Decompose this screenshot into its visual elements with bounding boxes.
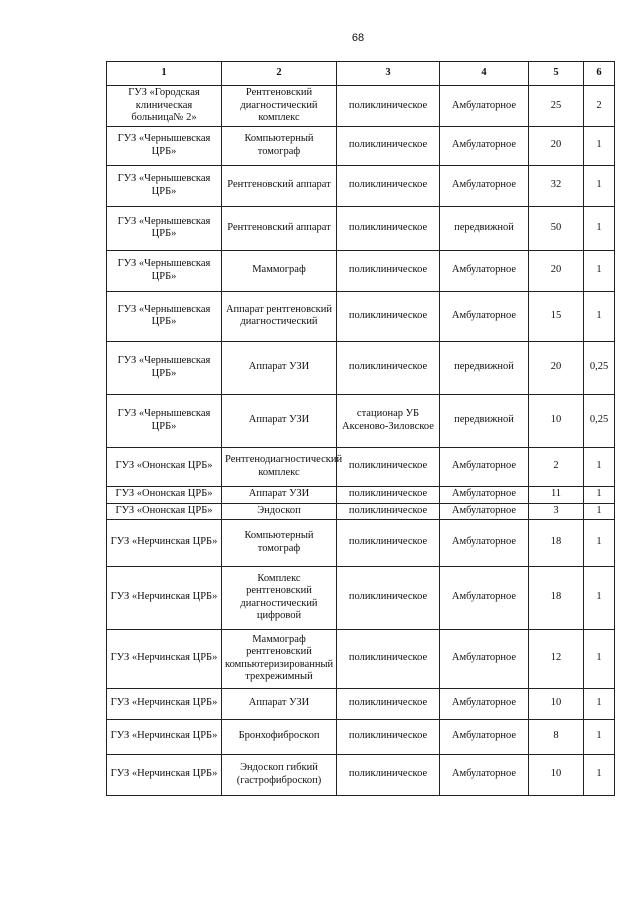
equipment-cell: Аппарат УЗИ: [222, 486, 337, 503]
equipment-cell: Бронхофиброскоп: [222, 719, 337, 754]
load-cell: 8: [529, 719, 584, 754]
type-cell: Амбулаторное: [440, 503, 529, 519]
institution-cell: ГУЗ «Чернышевская ЦРБ»: [107, 291, 222, 341]
institution-cell: ГУЗ «Нерчинская ЦРБ»: [107, 754, 222, 795]
type-cell: Амбулаторное: [440, 291, 529, 341]
count-cell: 1: [584, 503, 615, 519]
table-row: [107, 719, 615, 754]
institution-cell: ГУЗ «Нерчинская ЦРБ»: [107, 719, 222, 754]
load-cell: 18: [529, 519, 584, 566]
count-cell: 1: [584, 519, 615, 566]
institution-cell: ГУЗ «Чернышевская ЦРБ»: [107, 165, 222, 206]
type-cell: Амбулаторное: [440, 126, 529, 165]
table-row: [107, 486, 615, 503]
table-row: [107, 629, 615, 688]
equipment-cell: Рентгенодиагностический комплекс: [222, 447, 337, 486]
institution-cell: ГУЗ «Чернышевская ЦРБ»: [107, 126, 222, 165]
equipment-cell: Компьютерный томограф: [222, 126, 337, 165]
institution-cell: ГУЗ «Нерчинская ЦРБ»: [107, 688, 222, 719]
unit-cell: поликлиническое: [337, 719, 440, 754]
equipment-cell: Рентгеновский диагностический комплекс: [222, 86, 337, 127]
type-cell: Амбулаторное: [440, 519, 529, 566]
load-cell: 10: [529, 754, 584, 795]
load-cell: 50: [529, 206, 584, 250]
table-body: [107, 86, 615, 796]
count-cell: 1: [584, 754, 615, 795]
table-row: [107, 688, 615, 719]
count-cell: 2: [584, 86, 615, 127]
institution-cell: ГУЗ «Чернышевская ЦРБ»: [107, 250, 222, 291]
load-cell: 20: [529, 126, 584, 165]
equipment-cell: Маммограф: [222, 250, 337, 291]
load-cell: 20: [529, 341, 584, 394]
type-cell: Амбулаторное: [440, 86, 529, 127]
equipment-cell: Маммограф рентгеновский компьютеризированный трехрежимный: [222, 629, 337, 688]
unit-cell: поликлиническое: [337, 126, 440, 165]
unit-cell: поликлиническое: [337, 688, 440, 719]
count-cell: 1: [584, 486, 615, 503]
table-row: [107, 447, 615, 486]
unit-cell: поликлиническое: [337, 206, 440, 250]
type-cell: Амбулаторное: [440, 250, 529, 291]
equipment-cell: Рентгеновский аппарат: [222, 206, 337, 250]
table-row: [107, 126, 615, 165]
table-row: [107, 341, 615, 394]
type-cell: передвижной: [440, 206, 529, 250]
equipment-cell: Комплекс рентгеновский диагностический цифровой: [222, 566, 337, 629]
type-cell: Амбулаторное: [440, 447, 529, 486]
equipment-cell: Аппарат УЗИ: [222, 394, 337, 447]
type-cell: Амбулаторное: [440, 486, 529, 503]
table-row: [107, 165, 615, 206]
unit-cell: поликлиническое: [337, 486, 440, 503]
column-header-1: 1: [107, 62, 222, 86]
unit-cell: поликлиническое: [337, 291, 440, 341]
unit-cell: поликлиническое: [337, 629, 440, 688]
table-row: [107, 291, 615, 341]
load-cell: 2: [529, 447, 584, 486]
unit-cell: поликлиническое: [337, 519, 440, 566]
count-cell: 1: [584, 250, 615, 291]
equipment-table: [106, 61, 615, 796]
load-cell: 32: [529, 165, 584, 206]
table-row: [107, 754, 615, 795]
type-cell: Амбулаторное: [440, 566, 529, 629]
count-cell: 1: [584, 447, 615, 486]
load-cell: 11: [529, 486, 584, 503]
unit-cell: поликлиническое: [337, 86, 440, 127]
type-cell: Амбулаторное: [440, 688, 529, 719]
count-cell: 1: [584, 206, 615, 250]
equipment-cell: Рентгеновский аппарат: [222, 165, 337, 206]
table-row: [107, 206, 615, 250]
institution-cell: ГУЗ «Ононская ЦРБ»: [107, 503, 222, 519]
count-cell: 1: [584, 629, 615, 688]
column-header-3: 3: [337, 62, 440, 86]
load-cell: 3: [529, 503, 584, 519]
equipment-cell: Аппарат УЗИ: [222, 688, 337, 719]
load-cell: 10: [529, 394, 584, 447]
table-row: [107, 503, 615, 519]
load-cell: 10: [529, 688, 584, 719]
table-row: [107, 394, 615, 447]
institution-cell: ГУЗ «Нерчинская ЦРБ»: [107, 519, 222, 566]
unit-cell: поликлиническое: [337, 447, 440, 486]
type-cell: Амбулаторное: [440, 754, 529, 795]
table-row: [107, 250, 615, 291]
institution-cell: ГУЗ «Нерчинская ЦРБ»: [107, 629, 222, 688]
unit-cell: поликлиническое: [337, 566, 440, 629]
count-cell: 1: [584, 126, 615, 165]
column-header-4: 4: [440, 62, 529, 86]
type-cell: передвижной: [440, 341, 529, 394]
institution-cell: ГУЗ «Чернышевская ЦРБ»: [107, 206, 222, 250]
unit-cell: поликлиническое: [337, 503, 440, 519]
type-cell: передвижной: [440, 394, 529, 447]
count-cell: 0,25: [584, 394, 615, 447]
load-cell: 15: [529, 291, 584, 341]
column-header-2: 2: [222, 62, 337, 86]
unit-cell: поликлиническое: [337, 250, 440, 291]
equipment-cell: Аппарат рентгеновский диагностический: [222, 291, 337, 341]
institution-cell: ГУЗ «Нерчинская ЦРБ»: [107, 566, 222, 629]
load-cell: 20: [529, 250, 584, 291]
count-cell: 1: [584, 688, 615, 719]
table-row: [107, 86, 615, 127]
count-cell: 1: [584, 165, 615, 206]
type-cell: Амбулаторное: [440, 719, 529, 754]
count-cell: 1: [584, 719, 615, 754]
unit-cell: поликлиническое: [337, 165, 440, 206]
load-cell: 25: [529, 86, 584, 127]
table-row: [107, 519, 615, 566]
type-cell: Амбулаторное: [440, 629, 529, 688]
institution-cell: ГУЗ «Чернышевская ЦРБ»: [107, 341, 222, 394]
column-header-5: 5: [529, 62, 584, 86]
unit-cell: поликлиническое: [337, 341, 440, 394]
page-number: 68: [351, 32, 365, 44]
equipment-cell: Эндоскоп гибкий (гастрофиброскоп): [222, 754, 337, 795]
institution-cell: ГУЗ «Городская клиническая больница№ 2»: [107, 86, 222, 127]
count-cell: 0,25: [584, 341, 615, 394]
load-cell: 12: [529, 629, 584, 688]
institution-cell: ГУЗ «Ононская ЦРБ»: [107, 447, 222, 486]
unit-cell: стационар УБ Аксеново-Зиловское: [337, 394, 440, 447]
institution-cell: ГУЗ «Чернышевская ЦРБ»: [107, 394, 222, 447]
equipment-cell: Эндоскоп: [222, 503, 337, 519]
institution-cell: ГУЗ «Ононская ЦРБ»: [107, 486, 222, 503]
count-cell: 1: [584, 291, 615, 341]
load-cell: 18: [529, 566, 584, 629]
unit-cell: поликлиническое: [337, 754, 440, 795]
table-header-row: [107, 62, 615, 86]
equipment-cell: Аппарат УЗИ: [222, 341, 337, 394]
count-cell: 1: [584, 566, 615, 629]
column-header-6: 6: [584, 62, 615, 86]
table-row: [107, 566, 615, 629]
type-cell: Амбулаторное: [440, 165, 529, 206]
equipment-cell: Компьютерный томограф: [222, 519, 337, 566]
